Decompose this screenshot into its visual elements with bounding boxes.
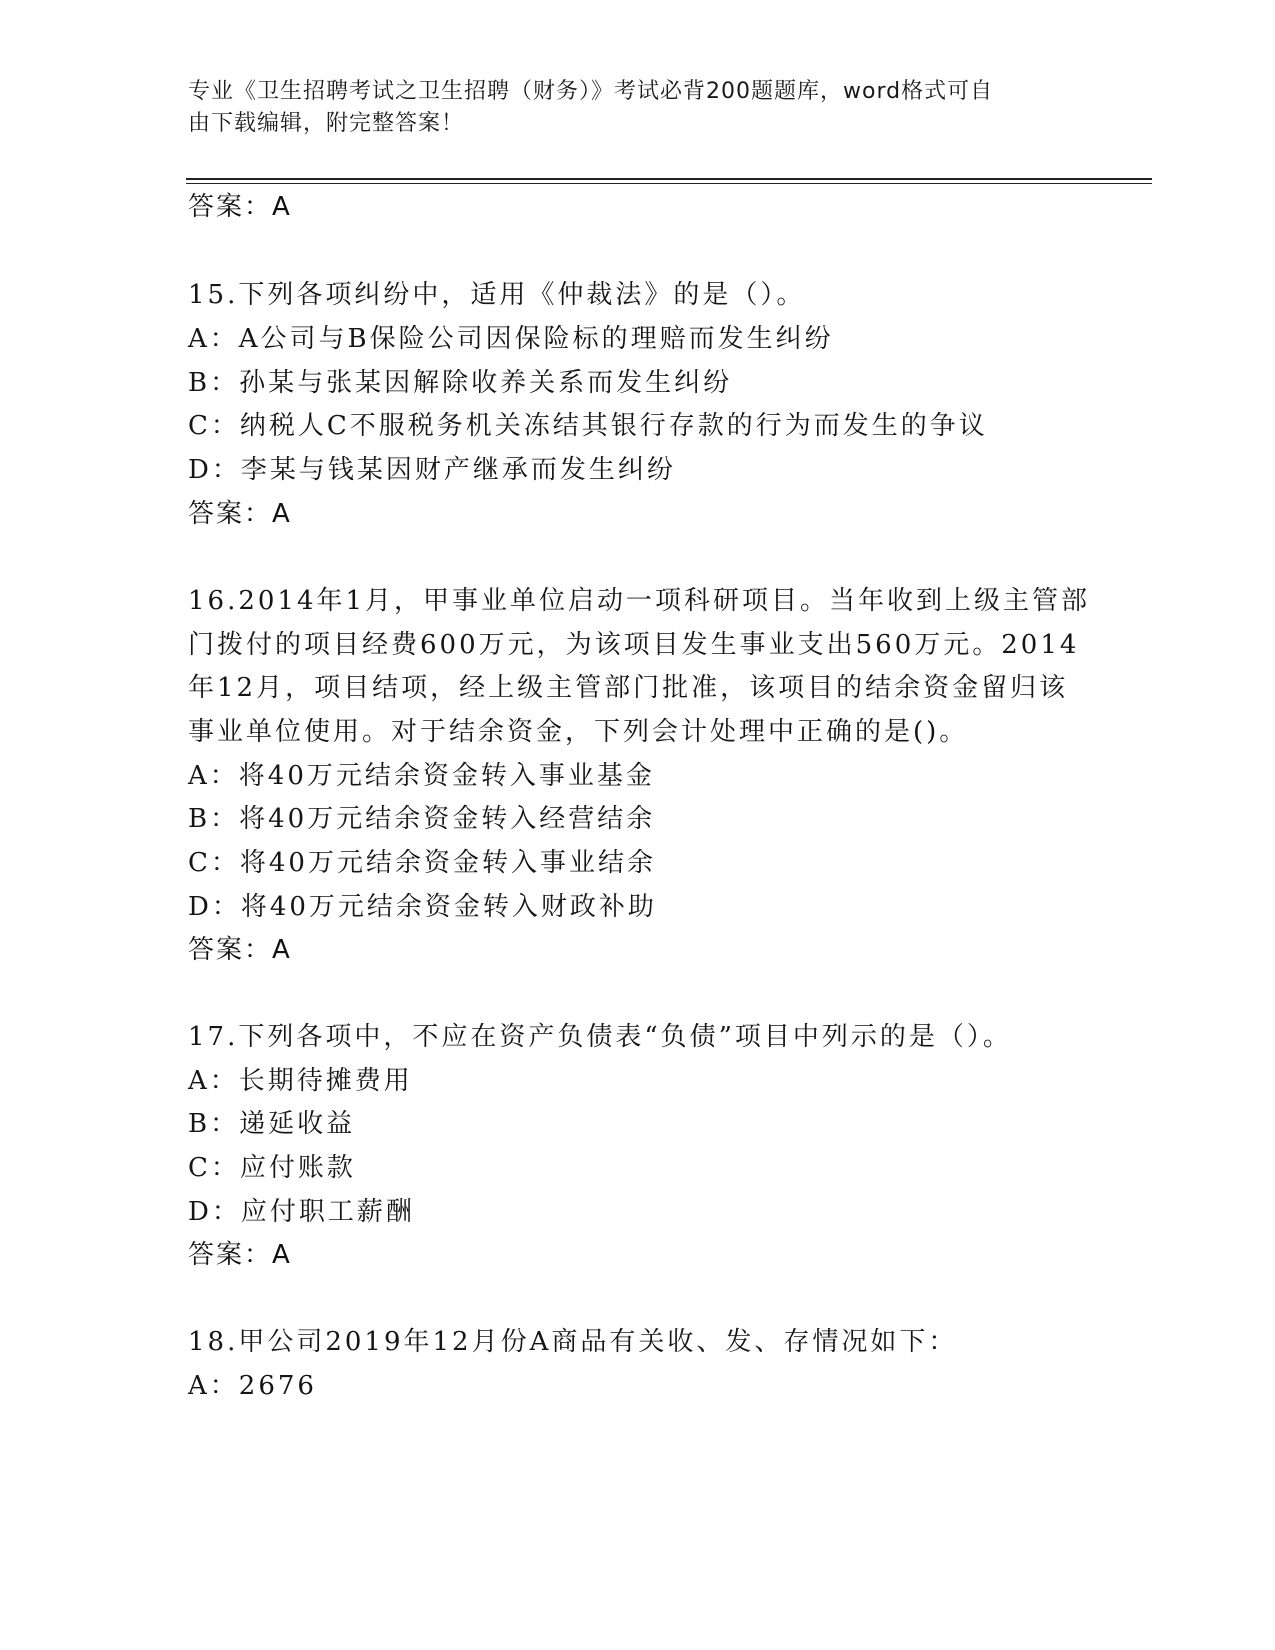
- question-15-stem: 15.下列各项纠纷中，适用《仲裁法》的是（）。: [188, 280, 806, 310]
- answer-15: 答案：A: [188, 499, 292, 529]
- question-16-stem-line-2: 门拨付的项目经费600万元，为该项目发生事业支出560万元。2014: [188, 630, 1080, 660]
- question-17-option-d: D：应付职工薪酬: [188, 1197, 415, 1227]
- question-16-option-c: C：将40万元结余资金转入事业结余: [188, 848, 656, 878]
- question-15-option-c: C：纳税人C不服税务机关冻结其银行存款的行为而发生的争议: [188, 411, 988, 441]
- question-15-option-d: D：李某与钱某因财产继承而发生纠纷: [188, 455, 676, 485]
- question-16-option-d: D：将40万元结余资金转入财政补助: [188, 892, 657, 922]
- question-16-stem-line-1: 16.2014年1月，甲事业单位启动一项科研项目。当年收到上级主管部: [188, 586, 1091, 616]
- header-line-2: 由下载编辑，附完整答案！: [188, 111, 465, 136]
- question-16-stem-line-3: 年12月，项目结项，经上级主管部门批准，该项目的结余资金留归该: [188, 673, 1069, 703]
- question-15-option-a: A：A公司与B保险公司因保险标的理赔而发生纠纷: [188, 324, 834, 354]
- question-16-option-b: B：将40万元结余资金转入经营结余: [188, 804, 656, 834]
- header-line-1: 专业《卫生招聘考试之卫生招聘（财务）》考试必背200题题库，word格式可自: [188, 79, 994, 104]
- question-16-stem-line-4: 事业单位使用。对于结余资金，下列会计处理中正确的是()。: [188, 717, 969, 747]
- header-rule-thin: [186, 183, 1152, 184]
- answer-17: 答案：A: [188, 1240, 292, 1270]
- question-17-option-a: A：长期待摊费用: [188, 1066, 413, 1096]
- header-rule-thick: [186, 178, 1152, 180]
- document-header: [188, 76, 1068, 140]
- question-18-option-a: A：2676: [188, 1371, 317, 1401]
- answer-14: 答案：A: [188, 192, 292, 222]
- question-16-option-a: A：将40万元结余资金转入事业基金: [188, 761, 655, 791]
- question-15-option-b: B：孙某与张某因解除收养关系而发生纠纷: [188, 368, 733, 398]
- question-17-option-c: C：应付账款: [188, 1153, 356, 1183]
- question-17-stem: 17.下列各项中，不应在资产负债表“负债”项目中列示的是（）。: [188, 1022, 1012, 1052]
- answer-16: 答案：A: [188, 935, 292, 965]
- question-17-option-b: B：递延收益: [188, 1109, 356, 1139]
- question-18-stem: 18.甲公司2019年12月份A商品有关收、发、存情况如下：: [188, 1327, 958, 1357]
